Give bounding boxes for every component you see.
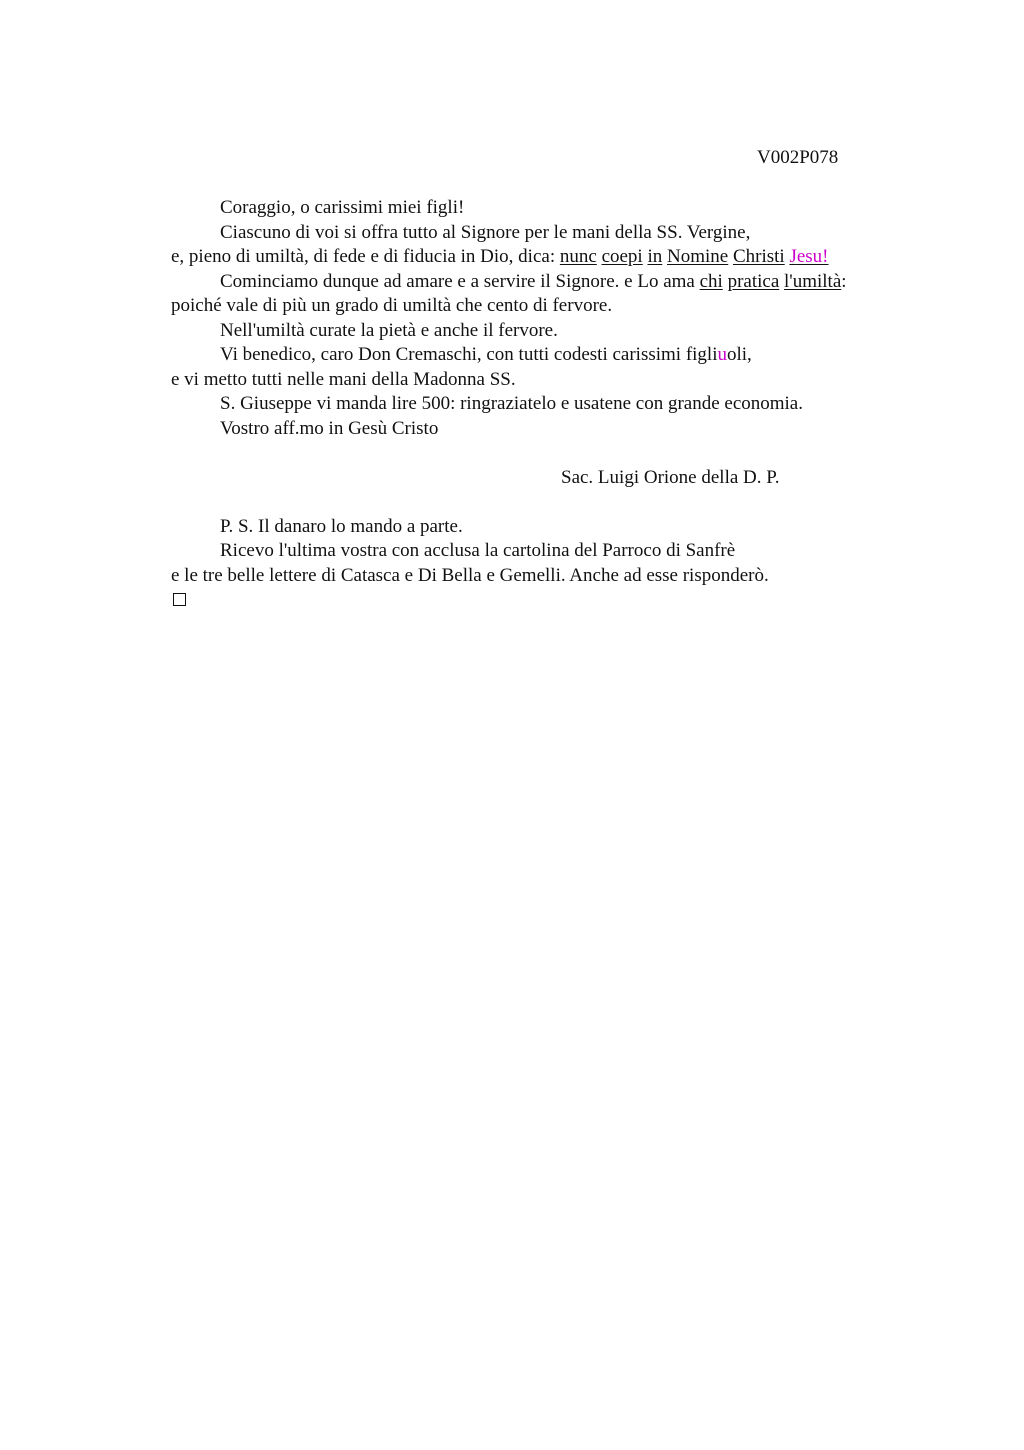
text-segment: : [841, 270, 847, 292]
text-line-6: Nell'umiltà curate la pietà e anche il fervore. [220, 319, 558, 341]
letter-body [171, 196, 931, 613]
text-line-5: poiché vale di più un grado di umiltà che cento di fervore. [171, 295, 613, 316]
text-line-3 [171, 245, 931, 270]
postscript-line-2: Ricevo l'ultima vostra con acclusa la cartolina del Parroco di Sanfrè [220, 540, 736, 561]
spacer [171, 490, 931, 515]
page-code: V002P078 [757, 147, 839, 168]
underlined-word: l'umiltà [784, 270, 842, 292]
closing-line: Vostro aff.mo in Gesù Cristo [220, 417, 439, 439]
text-segment: e, pieno di umiltà, di fede e di fiducia in Dio, dica: [171, 246, 560, 267]
postscript-line-1: P. S. Il danaro lo mando a parte. [220, 515, 463, 537]
text-line-2: Ciascuno di voi si offra tutto al Signore per le mani della SS. Vergine, [220, 221, 751, 243]
underlined-word: Christi [732, 246, 785, 267]
text-segment: Cominciamo dunque ad amare e a servire il Signore. e Lo ama [220, 270, 700, 292]
text-line-9: S. Giuseppe vi manda lire 500: ringraziatelo e usatene con grande economia. [220, 393, 803, 414]
highlighted-letter: J [789, 246, 797, 267]
text-segment: oli, [726, 344, 752, 365]
underlined-word: in [647, 246, 663, 267]
text-line-4 [171, 270, 931, 295]
underlined-word-jesu [789, 246, 828, 267]
highlighted-letter: u [717, 344, 727, 365]
underlined-word: coepi [601, 246, 643, 267]
postscript-line-3: e le tre belle lettere di Catasca e Di Bella e Gemelli. Anche ad esse risponderò. [171, 564, 769, 586]
end-square-icon [173, 593, 186, 606]
highlighted-text: esu! [796, 246, 829, 267]
end-marker-line [171, 588, 931, 613]
spacer [171, 441, 931, 466]
underlined-word: nunc [559, 246, 597, 267]
underlined-word: chi [699, 270, 723, 292]
text-line-7 [171, 343, 931, 368]
greeting-line: Coraggio, o carissimi miei figli! [220, 197, 465, 218]
underlined-word: Nomine [667, 246, 729, 267]
underlined-word: pratica [727, 270, 780, 292]
text-line-8: e vi metto tutti nelle mani della Madonna SS. [171, 368, 516, 390]
signature: Sac. Luigi Orione della D. P. [561, 466, 780, 488]
text-segment: Vi benedico, caro Don Cremaschi, con tutti codesti carissimi figli [220, 344, 718, 365]
